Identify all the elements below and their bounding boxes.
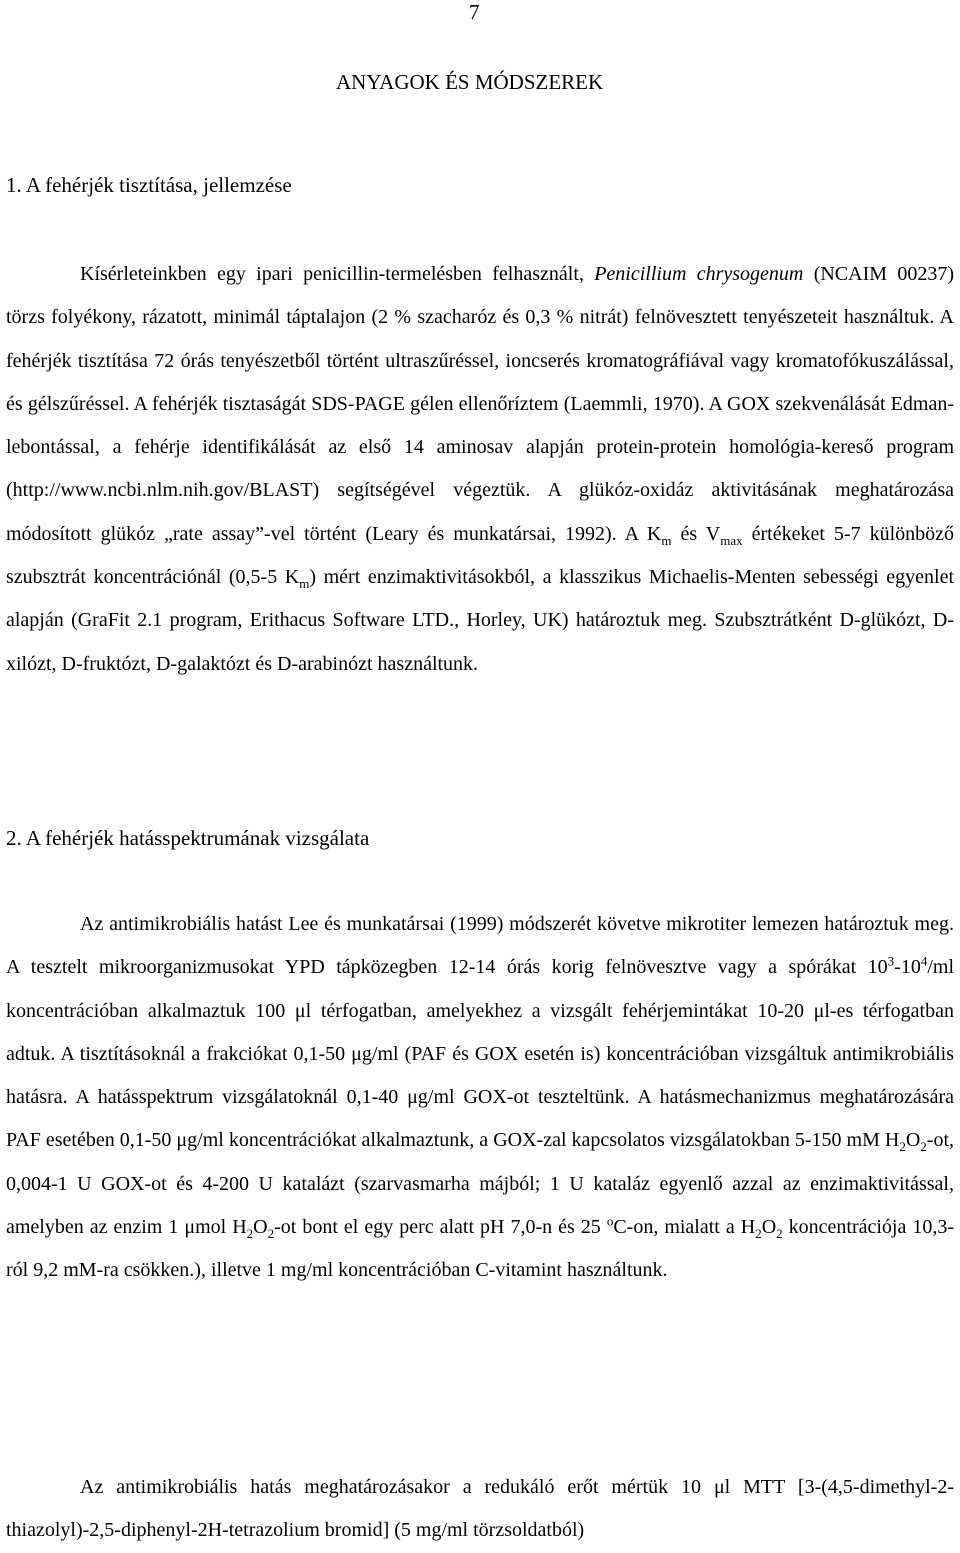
paragraph-1: Kísérleteinkben egy ipari penicillin-termelésben felhasznált, Penicillium chrysogenum (NCAIM 00237) törzs folyékony, rázatott, minimál táptalajon (2 % szacharóz és 0,3 % nitrát) felnövesztett tenyészeteit használtuk. A fehérjék tisztítása 72 órás tenyészetből történt ultraszűréssel, ioncserés kromatográfiával vagy kromatofókuszálással, és gélszűréssel. A fehérjék tisztaságát SDS-PAGE gélen ellenőríztem (Laemmli, 1970). A GOX szekvenálását Edman-lebontással, a fehérje identifikálását az első 14 aminosav alapján protein-protein homológia-kereső program (http://www.ncbi.nlm.nih.gov/BLAST) segítségével végeztük. A glükóz-oxidáz aktivitásának meghatározása módosított glükóz „rate assay”-vel történt (Leary és munkatársai, 1992). A $K_m$ és $V_{max}$ értékeket 5-7 különböző szubsztrát koncentrációnál (0,5-5 $K_m$) mért enzimaktivitásokból, a klasszikus Michaelis-Menten sebességi egyenlet alapján (GraFit 2.1 program, Erithacus Software LTD., Horley, UK) határoztuk meg. Szubsztrátként D-glükózt, D-xilózt, D-fruktózt, D-galaktózt és D-arabinózt használtunk. xyxy=(6,263,955,675)
paragraph-2: Az antimikrobiális hatást Lee és munkatársai (1999) módszerét követve mikrotiter lemezen határoztuk meg. A tesztelt mikroorganizmusokat YPD tápközegben 12-14 órás korig felnövesztve vagy a spórákat $10^3-10^4/ml$ koncentrációban alkalmaztuk 100 μl térfogatban, amelyekhez a vizsgált fehérjemintákat 10-20 μl-es térfogatban adtuk. A tisztításoknál a frakciókat 0,1-50 μg/ml (PAF és GOX esetén is) koncentrációban vizsgáltuk antimikrobiális hatásra. A hatásspektrum vizsgálatoknál 0,1-40 μg/ml GOX-ot teszteltünk. A hatásmechanizmus meghatározására PAF esetében 0,1-50 μg/ml koncentrációkat alkalmaztunk, a GOX-zal kapcsolatos vizsgálatokban 5-150 mM $H_2O_2-ot$, 0,004-1 U GOX-ot és 4-200 U katalázt (szarvasmarha májból; 1 U kataláz egyenlő azzal az enzimaktivitással, amelyben az enzim 1 μmol $H_2O_2-ot$ bont el egy perc alatt pH 7,0-n és 25 $^o$C-on, mialatt a $H_2O_2$ koncentrációja 10,3-ról 9,2 mM-ra csökken.), illetve 1 mg/ml koncentrációban C-vitamint használtunk. xyxy=(6,913,955,1282)
section-1-title: 1. A fehérjék tisztítása, jellemzése xyxy=(6,173,292,197)
section-2-title: 2. A fehérjék hatásspektrumának vizsgálata xyxy=(6,826,370,850)
paragraph-3: Az antimikrobiális hatás meghatározásakor a redukáló erőt mértük 10 μl MTT [3-(4,5-dimethyl-2-thiazolyl)-2,5-diphenyl-2H-tetrazolium bromid] (5 mg/ml törzsoldatból) xyxy=(6,1476,954,1542)
page-number: 7 xyxy=(469,0,480,24)
page-heading: ANYAGOK ÉS MÓDSZEREK xyxy=(336,70,604,94)
